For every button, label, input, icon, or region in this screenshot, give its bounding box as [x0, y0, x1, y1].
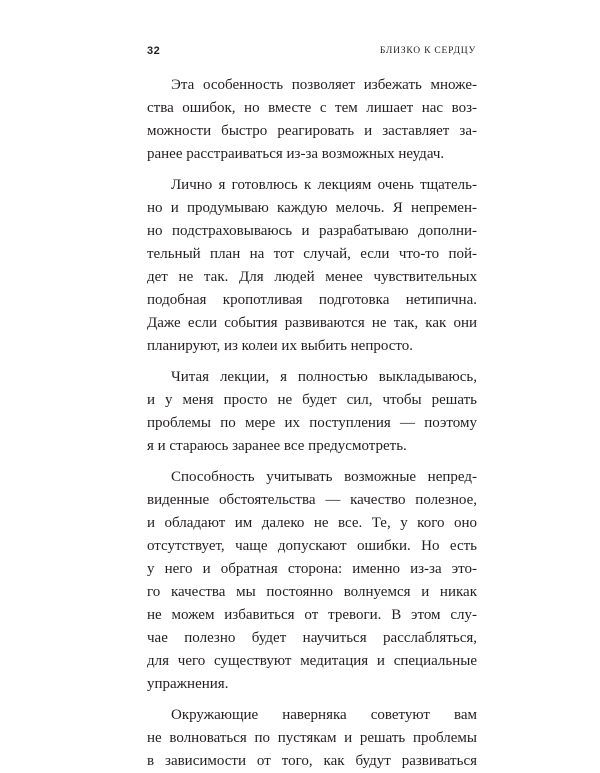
- text-line: упражнения.: [147, 676, 229, 692]
- paragraph: [147, 366, 477, 458]
- text-line: Эта особенность позволяет избежать множе-: [171, 77, 477, 93]
- paragraph: [147, 174, 477, 358]
- text-line: Окружающие наверняка советуют вам: [171, 707, 477, 723]
- text-line: у него и обратная сторона: именно из-за это-: [147, 561, 477, 577]
- paragraph: [147, 74, 477, 166]
- text-line: в зависимости от того, как будут развиваться: [147, 753, 477, 769]
- text-line: для чего существуют медитация и специальные: [147, 653, 477, 669]
- paragraph: [147, 466, 477, 696]
- text-line: Лично я готовлюсь к лекциям очень тщатель-: [171, 177, 477, 193]
- text-line: и у меня просто не будет сил, чтобы решать: [147, 392, 477, 408]
- text-line: не волноваться по пустякам и решать проблемы: [147, 730, 477, 746]
- text-line: Способность учитывать возможные непред-: [171, 469, 477, 485]
- text-line: чае полезно будет научиться расслабляться,: [147, 630, 477, 646]
- text-line: ранее расстраиваться из-за возможных неудач.: [147, 146, 445, 162]
- text-line: подобная кропотливая подготовка нетипична.: [147, 292, 477, 308]
- page-number: 32: [147, 45, 161, 57]
- paragraph: [147, 704, 477, 773]
- text-line: и обладают им далеко не все. Те, у кого оно: [147, 515, 477, 531]
- text-line: не можем избавиться от тревоги. В этом слу-: [147, 607, 477, 623]
- text-line: но и продумываю каждую мелочь. Я непремен-: [147, 200, 477, 216]
- text-line: тельный план на тот случай, если что-то пой-: [147, 246, 477, 262]
- text-line: дет не так. Для людей менее чувствительных: [147, 269, 477, 285]
- running-head: БЛИЗКО К СЕРДЦУ: [379, 46, 476, 56]
- text-line: я и стараюсь заранее все предусмотреть.: [147, 438, 407, 454]
- text-line: ства ошибок, но вместе с тем лишает нас воз-: [147, 100, 477, 116]
- text-line: но подстраховываюсь и разрабатываю дополни-: [147, 223, 477, 239]
- text-line: виденные обстоятельства — качество полезное,: [147, 492, 477, 508]
- text-line: отсутствует, чаще допускают ошибки. Но есть: [147, 538, 477, 554]
- body-text: [147, 74, 477, 773]
- text-line: можности быстро реагировать и заставляет за-: [147, 123, 477, 139]
- text-line: проблемы по мере их поступления — поэтому: [147, 415, 477, 431]
- text-line: го качества мы постоянно волнуемся и никак: [147, 584, 477, 600]
- text-line: планируют, из колеи их выбить непросто.: [147, 338, 414, 354]
- text-line: Читая лекции, я полностью выкладываюсь,: [171, 369, 477, 385]
- text-line: Даже если события развиваются не так, как они: [147, 315, 477, 331]
